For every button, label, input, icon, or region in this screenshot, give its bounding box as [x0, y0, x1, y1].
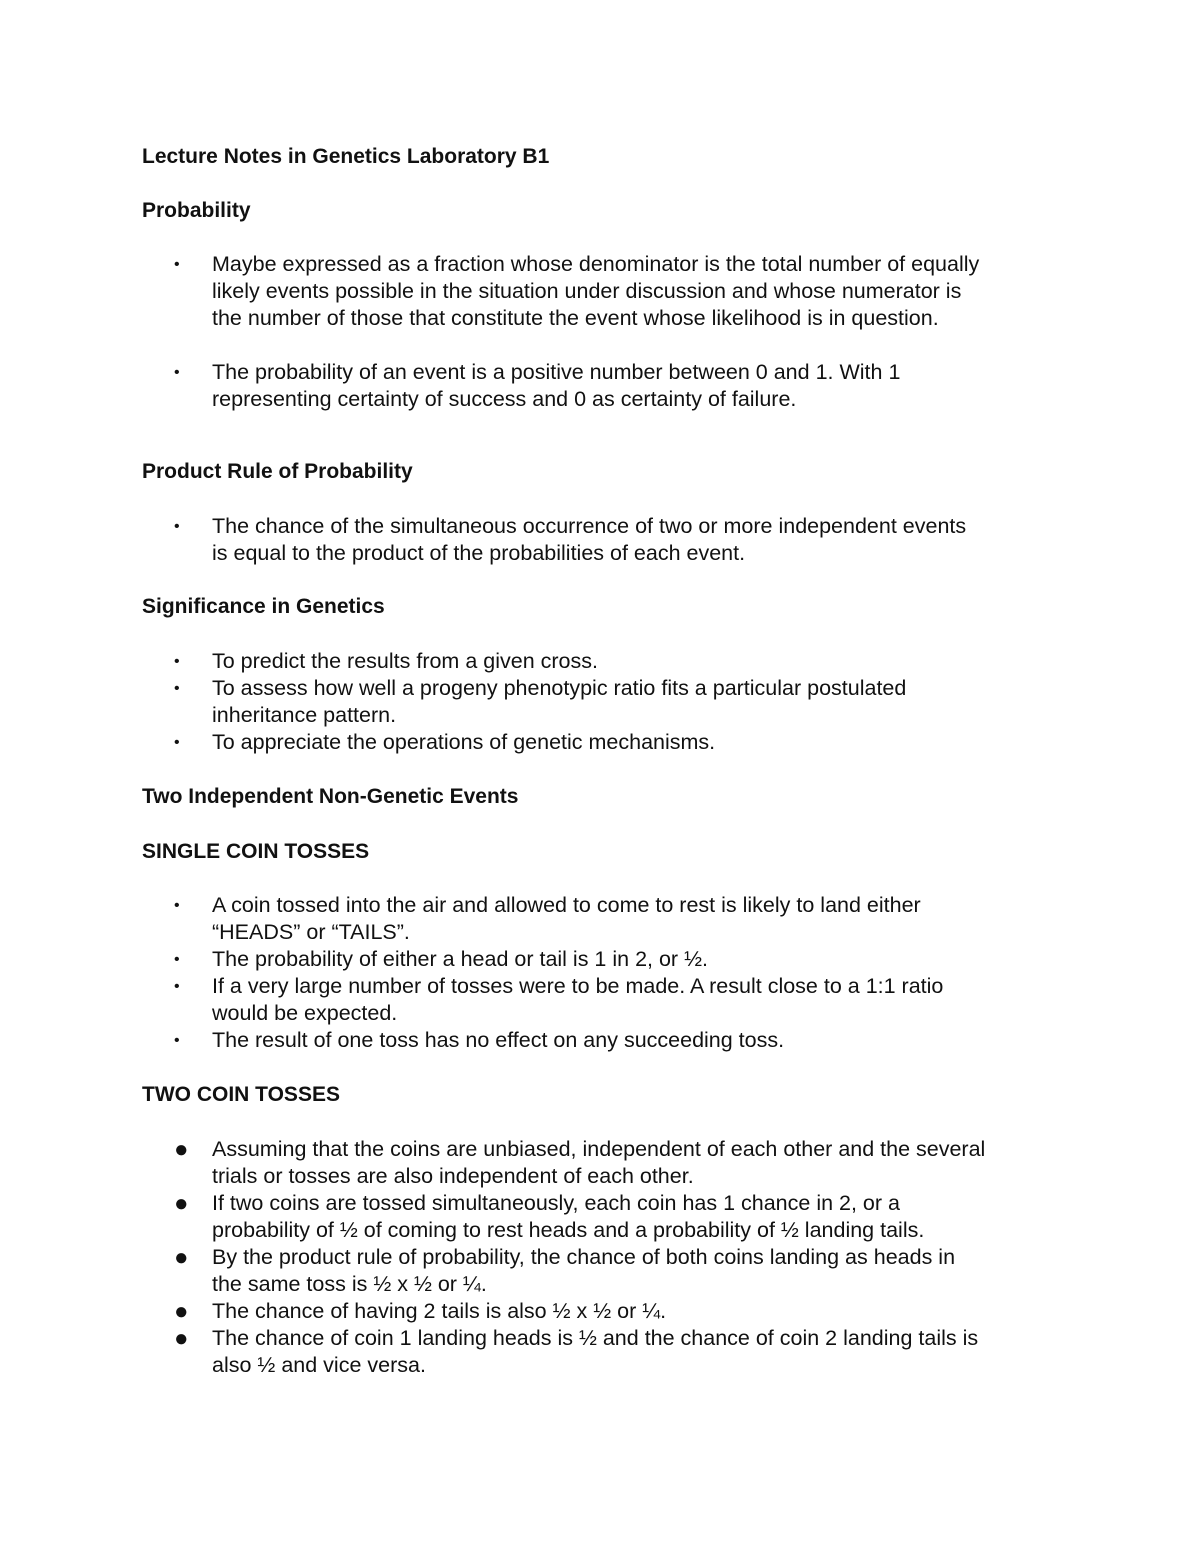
- document-title: Lecture Notes in Genetics Laboratory B1: [142, 145, 550, 168]
- list-item: [174, 1136, 985, 1190]
- heading-probability: Probability: [142, 199, 251, 222]
- line: is equal to the product of the probabilities of each event.: [212, 541, 746, 565]
- list-item: [174, 1325, 985, 1379]
- heading-two-coin-tosses: TWO COIN TOSSES: [142, 1083, 340, 1106]
- line: By the product rule of probability, the chance of both coins landing as heads in: [212, 1245, 956, 1269]
- bullet-icon: •: [174, 897, 180, 914]
- list-item: [174, 648, 906, 675]
- bullet-icon: ●: [174, 1244, 189, 1271]
- heading-significance: Significance in Genetics: [142, 595, 385, 618]
- list-item: [174, 675, 906, 729]
- line: A coin tossed into the air and allowed to come to rest is likely to land either: [212, 893, 921, 917]
- line: inheritance pattern.: [212, 703, 397, 727]
- probability-list: [174, 251, 979, 332]
- line: also ½ and vice versa.: [212, 1353, 426, 1377]
- bullet-icon: •: [174, 1032, 180, 1049]
- list-item: [174, 359, 900, 413]
- bullet-icon: •: [174, 734, 180, 751]
- line: representing certainty of success and 0 as certainty of failure.: [212, 387, 797, 411]
- line: would be expected.: [212, 1001, 398, 1025]
- line: trials or tosses are also independent of each other.: [212, 1164, 694, 1188]
- line: The result of one toss has no effect on any succeeding toss.: [212, 1028, 785, 1052]
- two-coin-list: [174, 1136, 985, 1379]
- bullet-icon: ●: [174, 1136, 189, 1163]
- line: The probability of either a head or tail is 1 in 2, or ½.: [212, 947, 708, 971]
- list-item: [174, 892, 943, 946]
- heading-product-rule: Product Rule of Probability: [142, 460, 413, 483]
- line: the number of those that constitute the event whose likelihood is in question.: [212, 306, 939, 330]
- line: The probability of an event is a positive number between 0 and 1. With 1: [212, 360, 901, 384]
- heading-two-independent-events: Two Independent Non-Genetic Events: [142, 785, 519, 808]
- line: If a very large number of tosses were to be made. A result close to a 1:1 ratio: [212, 974, 944, 998]
- line: To assess how well a progeny phenotypic ratio fits a particular postulated: [212, 676, 907, 700]
- line: If two coins are tossed simultaneously, each coin has 1 chance in 2, or a: [212, 1191, 900, 1215]
- list-item: [174, 729, 906, 756]
- list-item: [174, 1244, 985, 1298]
- bullet-icon: •: [174, 364, 180, 381]
- line: Maybe expressed as a fraction whose denominator is the total number of equally: [212, 252, 980, 276]
- probability-list-2: [174, 359, 900, 413]
- bullet-icon: ●: [174, 1298, 189, 1325]
- bullet-icon: •: [174, 653, 180, 670]
- line: probability of ½ of coming to rest heads and a probability of ½ landing tails.: [212, 1218, 925, 1242]
- bullet-icon: •: [174, 951, 180, 968]
- heading-single-coin-tosses: SINGLE COIN TOSSES: [142, 840, 370, 863]
- line: “HEADS” or “TAILS”.: [212, 920, 410, 944]
- list-item: [174, 973, 943, 1027]
- list-item: [174, 1298, 985, 1325]
- line: Assuming that the coins are unbiased, independent of each other and the several: [212, 1137, 986, 1161]
- list-item: [174, 513, 966, 567]
- bullet-icon: •: [174, 256, 180, 273]
- bullet-icon: ●: [174, 1325, 189, 1352]
- list-item: [174, 1190, 985, 1244]
- line: the same toss is ½ x ½ or ¼.: [212, 1272, 487, 1296]
- bullet-icon: •: [174, 978, 180, 995]
- product-rule-list: [174, 513, 966, 567]
- list-item: [174, 1027, 943, 1054]
- list-item: [174, 946, 943, 973]
- line: The chance of coin 1 landing heads is ½ and the chance of coin 2 landing tails is: [212, 1326, 979, 1350]
- bullet-icon: •: [174, 518, 180, 535]
- bullet-icon: •: [174, 680, 180, 697]
- line: The chance of having 2 tails is also ½ x ½ or ¼.: [212, 1299, 667, 1323]
- line: The chance of the simultaneous occurrence of two or more independent events: [212, 514, 967, 538]
- list-item: [174, 251, 979, 332]
- single-coin-list: [174, 892, 943, 1054]
- line: likely events possible in the situation under discussion and whose numerator is: [212, 279, 962, 303]
- significance-list: [174, 648, 906, 756]
- bullet-icon: ●: [174, 1190, 189, 1217]
- line: To appreciate the operations of genetic mechanisms.: [212, 730, 716, 754]
- line: To predict the results from a given cross.: [212, 649, 598, 673]
